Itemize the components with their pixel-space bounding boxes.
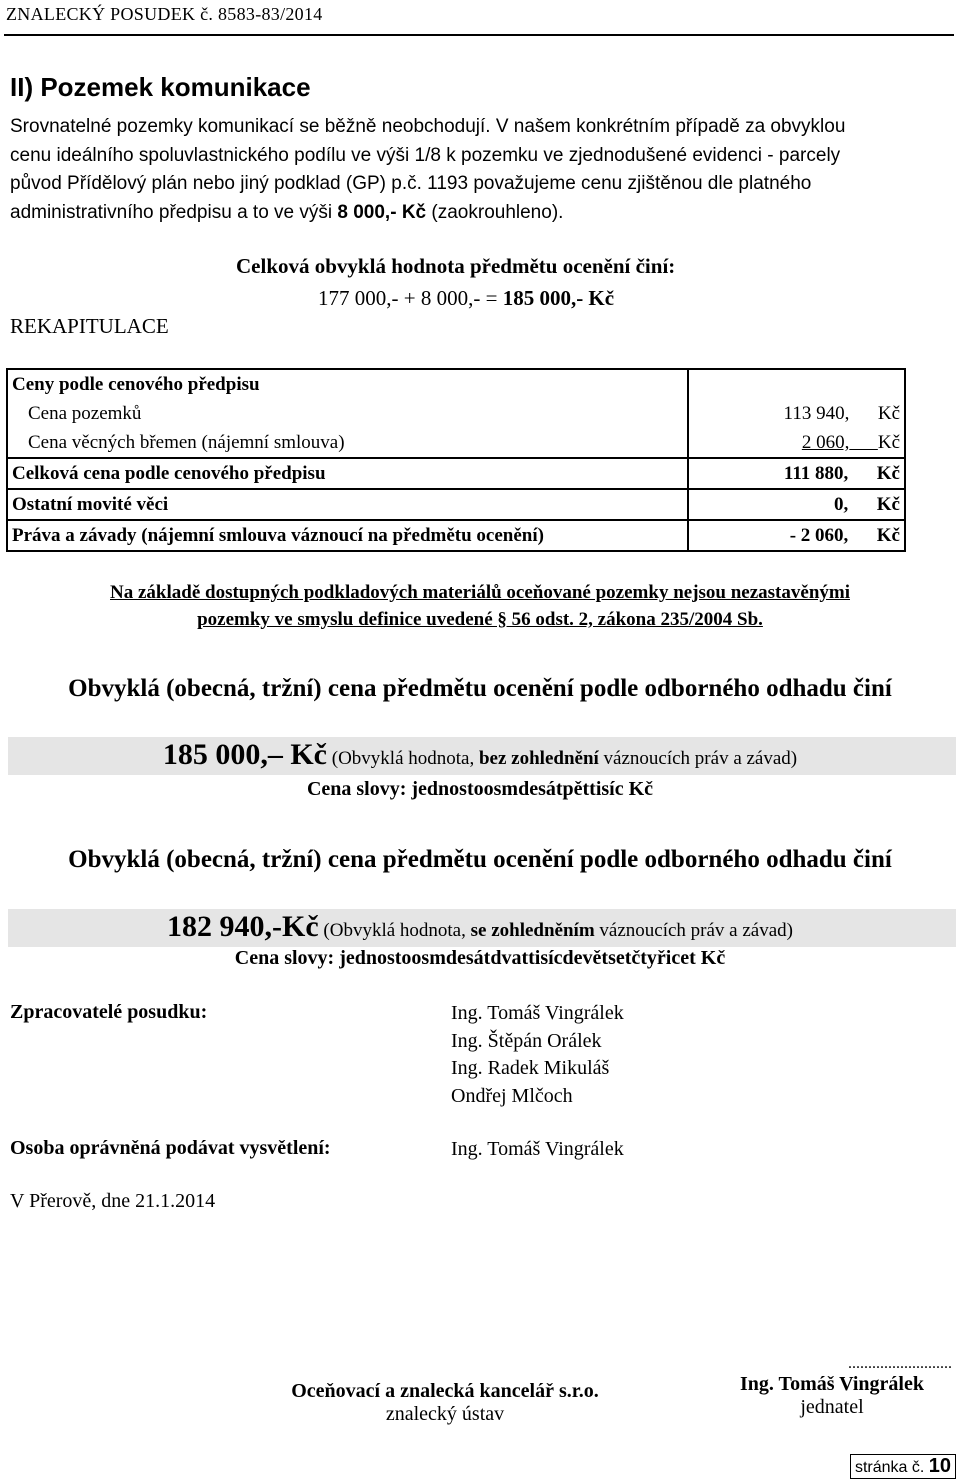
author-name: Ing. Štěpán Orálek <box>451 1029 602 1052</box>
valuation-heading: Obvyklá (obecná, tržní) cena předmětu ocenění podle odborného odhadu činí <box>68 846 892 873</box>
value-number: 0, <box>834 494 849 515</box>
page-label: stránka č. <box>854 1459 925 1476</box>
table-header: Ceny podle cenového předpisu <box>7 369 688 399</box>
table-row <box>7 489 905 520</box>
paragraph-line <box>10 199 955 228</box>
author-name: Ondřej Mlčoch <box>451 1084 573 1107</box>
author-name: Ing. Radek Mikuláš <box>451 1057 610 1079</box>
table-row <box>7 399 905 428</box>
table-cell <box>688 369 905 399</box>
table-row <box>7 458 905 489</box>
table-label: Cena pozemků <box>7 399 688 428</box>
authors-list <box>451 1000 624 1110</box>
valuation-amount-line <box>0 910 960 944</box>
table-row <box>7 520 905 551</box>
value-unit: Kč <box>876 525 900 546</box>
paragraph-amount: 8 000,- Kč <box>337 201 427 223</box>
recap-calc-text: 177 000,- + 8 000,- = <box>318 286 503 310</box>
table-value <box>688 489 905 520</box>
section-paragraph <box>10 113 955 227</box>
person-role: jednatel <box>800 1396 864 1418</box>
note-line: Na základě dostupných podkladových materiálů oceňované pozemky nejsou nezastavěnými <box>110 582 850 603</box>
valuation-amount-line <box>0 738 960 772</box>
valuation-detail: (Obvyklá hodnota, <box>318 920 471 941</box>
value-unit: Kč <box>876 463 900 484</box>
org-signature <box>250 1380 640 1426</box>
signature-dots: .......................... <box>848 1355 952 1372</box>
legal-note <box>0 579 960 633</box>
note-line: pozemky ve smyslu definice uvedené § 56 odst. 2, zákona 235/2004 Sb. <box>197 609 763 630</box>
table-row <box>7 428 905 458</box>
recap-calc-result: 185 000,- Kč <box>502 286 615 310</box>
author-name: Ing. Tomáš Vingrálek <box>451 1002 624 1024</box>
value-unit: Kč <box>877 432 900 453</box>
price-in-words: Cena slovy: jednostoosmdesátpěttisíc Kč <box>306 778 654 800</box>
valuation-amount: 185 000,– Kč <box>162 738 327 771</box>
table-total-label: Celková cena podle cenového předpisu <box>7 458 688 489</box>
page-number-box <box>850 1454 956 1479</box>
valuation-detail: (Obvyklá hodnota, <box>327 748 479 769</box>
summary-table <box>6 368 906 552</box>
place-date: V Přerově, dne 21.1.2014 <box>10 1190 216 1212</box>
value-number: 2 060, <box>801 432 850 453</box>
value-number: 111 880, <box>783 463 849 484</box>
person-name: Ing. Tomáš Vingrálek <box>740 1373 924 1395</box>
header-divider <box>4 34 954 36</box>
page-number: 10 <box>928 1455 951 1477</box>
valuation-detail-bold: bez zohlednění <box>478 748 599 769</box>
value-number: 113 940, <box>783 403 850 424</box>
table-total-value <box>688 458 905 489</box>
paragraph-line: původ Přídělový plán nebo jiný podklad (GP) p.č. 1193 považujeme cenu zjištěnou dle platného <box>10 173 812 194</box>
valuation-detail: váznoucích práv a závad) <box>594 920 793 941</box>
paragraph-text: administrativního předpisu a to ve výši <box>10 201 338 223</box>
valuation-detail: váznoucích práv a závad) <box>598 748 798 769</box>
contact-name: Ing. Tomáš Vingrálek <box>451 1138 624 1160</box>
contact-label: Osoba oprávněná podávat vysvětlení: <box>10 1137 331 1159</box>
table-label: Cena věcných břemen (nájemní smlouva) <box>7 428 688 458</box>
paragraph-line: Srovnatelné pozemky komunikací se běžně neobchodují. V našem konkrétním případě za obvyklou <box>10 116 846 137</box>
document-header: ZNALECKÝ POSUDEK č. 8583-83/2014 <box>6 4 323 24</box>
table-label: Práva a závady (nájemní smlouva váznoucí na předmětu ocenění) <box>7 520 688 551</box>
price-in-words: Cena slovy: jednostoosmdesátdvattisícdevětsetčtyřicet Kč <box>234 947 726 969</box>
value-unit: Kč <box>876 494 900 515</box>
table-value <box>688 399 905 428</box>
valuation-heading: Obvyklá (obecná, tržní) cena předmětu ocenění podle odborného odhadu činí <box>68 675 892 702</box>
section-title: II) Pozemek komunikace <box>10 72 311 102</box>
recap-title: Celková obvyklá hodnota předmětu ocenění činí: <box>236 254 676 278</box>
person-signature <box>712 1355 952 1419</box>
table-label: Ostatní movité věci <box>7 489 688 520</box>
value-unit: Kč <box>877 403 900 424</box>
valuation-amount: 182 940,-Kč <box>167 910 319 943</box>
table-row <box>7 369 905 399</box>
org-name: Oceňovací a znalecká kancelář s.r.o. <box>291 1380 599 1402</box>
paragraph-text: (zaokrouhleno). <box>426 201 564 223</box>
recap-calculation <box>318 286 614 311</box>
org-role: znalecký ústav <box>385 1403 505 1425</box>
value-number: - 2 060, <box>789 525 849 546</box>
table-value <box>688 520 905 551</box>
authors-label: Zpracovatelé posudku: <box>10 1001 208 1023</box>
valuation-detail-bold: se zohledněním <box>470 920 595 941</box>
recap-label: REKAPITULACE <box>10 314 169 338</box>
table-value <box>688 428 905 458</box>
paragraph-line: cenu ideálního spoluvlastnického podílu ve výši 1/8 k pozemku ve zjednodušené evidenci - parcely <box>10 144 841 166</box>
